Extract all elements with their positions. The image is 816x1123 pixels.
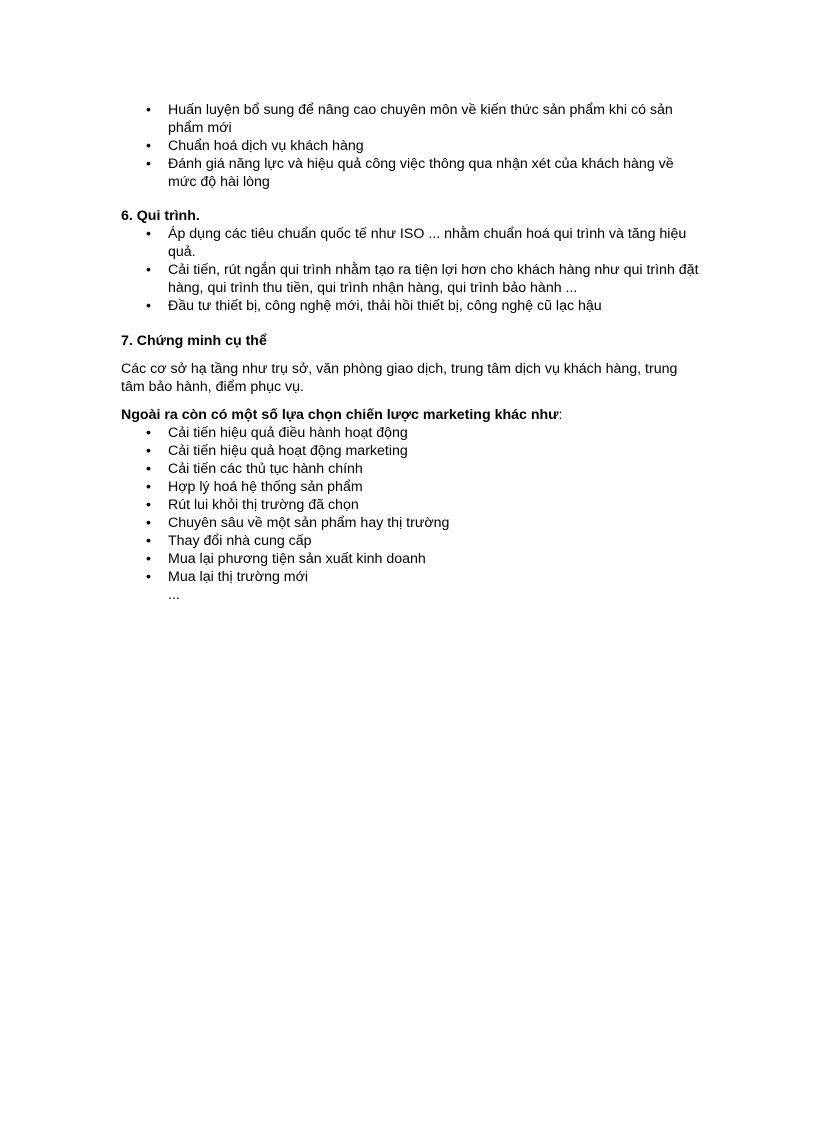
list-item (146, 442, 701, 460)
list-item-text: Đánh giá năng lực và hiệu quả công việc thông qua nhận xét của khách hàng về mức độ hài lòng (168, 156, 674, 190)
list-item (146, 297, 701, 315)
list-item (146, 101, 701, 137)
list-item-text: Mua lại thị trường mới (168, 569, 309, 585)
bullet-icon: • (146, 479, 151, 495)
bullet-icon: • (146, 138, 151, 154)
bullet-icon: • (146, 156, 151, 172)
section-7-paragraph: Các cơ sở hạ tầng như trụ sở, văn phòng giao dịch, trung tâm dịch vụ khách hàng, trung tâm bảo hành, điểm phục vụ. (121, 361, 678, 395)
list-item-text: Cải tiến hiệu quả điều hành hoạt động (168, 425, 408, 441)
list-item (146, 478, 701, 496)
list-item-text: Cải tiến, rút ngắn qui trình nhằm tạo ra tiện lợi hơn cho khách hàng như qui trình đặt hàng, qui trình thu tiền, qui trình nhận hàng, qui trình bảo hành ... (168, 262, 699, 296)
bullet-icon: • (146, 533, 151, 549)
section-5-bullet-list (121, 101, 701, 191)
extra-strategies-bullet-list (121, 424, 701, 586)
list-item-text: Mua lại phương tiện sản xuất kinh doanh (168, 551, 426, 567)
list-item-text: Cải tiến các thủ tục hành chính (168, 461, 363, 477)
bullet-icon: • (146, 425, 151, 441)
trailing-ellipsis: ... (168, 587, 180, 603)
bullet-icon: • (146, 298, 151, 314)
list-item-text: Rút lui khỏi thị trường đã chọn (168, 497, 359, 513)
list-item (146, 550, 701, 568)
list-item-text: Cải tiến hiệu quả hoạt động marketing (168, 443, 408, 459)
list-item-text: Chuẩn hoá dịch vụ khách hàng (168, 138, 364, 154)
list-item (146, 514, 701, 532)
section-6-heading: 6. Qui trình. (121, 208, 200, 224)
bullet-icon: • (146, 551, 151, 567)
bullet-icon: • (146, 262, 151, 278)
list-item (146, 261, 701, 297)
lead-colon: : (558, 407, 563, 423)
list-item (146, 155, 701, 191)
document-page (121, 101, 701, 604)
bullet-icon: • (146, 443, 151, 459)
list-item (146, 532, 701, 550)
list-item (146, 568, 701, 586)
list-item (146, 137, 701, 155)
section-7-heading: 7. Chứng minh cụ thể (121, 333, 267, 349)
section-6-bullet-list (121, 225, 701, 315)
bullet-icon: • (146, 497, 151, 513)
bullet-icon: • (146, 461, 151, 477)
bullet-icon: • (146, 226, 151, 242)
bullet-icon: • (146, 569, 151, 585)
list-item-text: Áp dụng các tiêu chuẩn quốc tế như ISO ... nhằm chuẩn hoá qui trình và tăng hiệu quả. (168, 226, 687, 260)
bullet-icon: • (146, 515, 151, 531)
list-item-text: Thay đổi nhà cung cấp (168, 533, 312, 549)
list-item-text: Chuyên sâu về một sản phẩm hay thị trường (168, 515, 450, 531)
list-item (146, 424, 701, 442)
list-item-text: Hợp lý hoá hệ thống sản phẩm (168, 479, 363, 495)
list-item (146, 460, 701, 478)
bullet-icon: • (146, 102, 151, 118)
list-item (146, 496, 701, 514)
list-item-text: Huấn luyện bổ sung để nâng cao chuyên môn về kiến thức sản phẩm khi có sản phẩm mới (168, 102, 673, 136)
extra-strategies-lead (121, 406, 701, 424)
list-item-text: Đầu tư thiết bị, công nghệ mới, thải hồi thiết bị, công nghệ cũ lạc hậu (168, 298, 602, 314)
list-item (146, 225, 701, 261)
lead-bold-text: Ngoài ra còn có một số lựa chọn chiến lược marketing khác như (121, 407, 559, 423)
